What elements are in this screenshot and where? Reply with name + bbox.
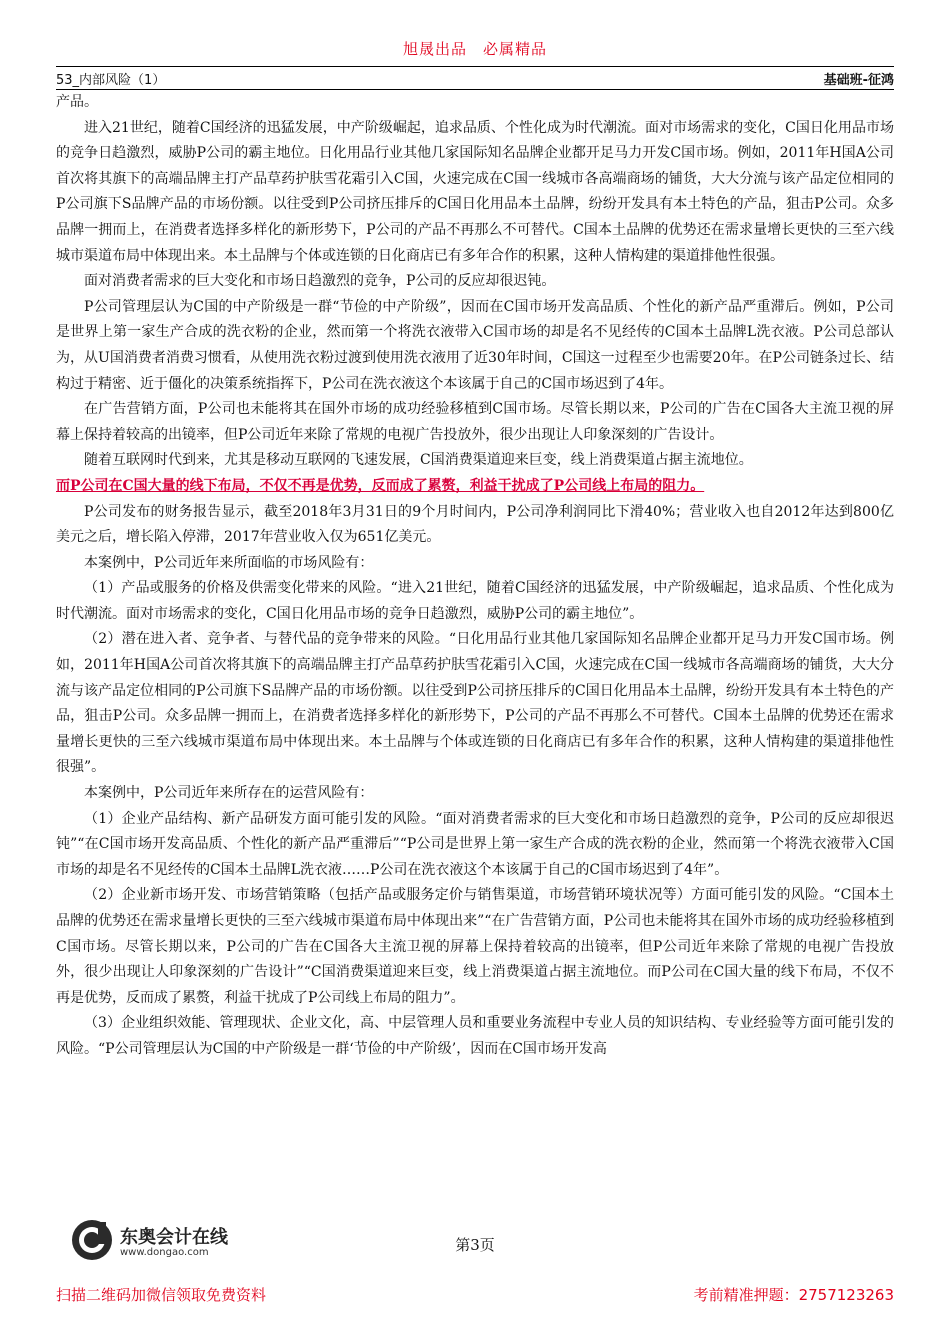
footer-right-text: 考前精准押题：2757123263 <box>693 1286 894 1304</box>
logo-name: 东奥会计在线 <box>120 1226 228 1248</box>
course-label: 基础班-征鸿 <box>823 72 894 88</box>
page-number: 第3页 <box>455 1236 495 1254</box>
paragraph: 在广告营销方面，P公司也未能将其在国外市场的成功经验移植到C国市场。尽管长期以来，P公司的广告在C国各大主流卫视的屏幕上保持着较高的出镜率，但P公司近年来除了常规的电视广告投放外，很少出现让人印象深刻的广告设计。 <box>56 401 894 443</box>
paragraph: 产品。 <box>56 94 98 110</box>
paragraph: （3）企业组织效能、管理现状、企业文化，高、中层管理人员和重要业务流程中专业人员的知识结构、专业经验等方面可能引发的风险。“P公司管理层认为C国的中产阶级是一群‘节俭的中产阶级’，因而在C国市场开发高 <box>56 1015 894 1057</box>
section-title: 53_内部风险（1） <box>56 72 166 88</box>
top-banner: 旭晟出品 必属精品 <box>402 40 547 58</box>
paragraph: 随着互联网时代到来，尤其是移动互联网的飞速发展，C国消费渠道迎来巨变，线上消费渠道占据主流地位。 <box>84 452 753 469</box>
highlighted-paragraph: 而P公司在C国大量的线下布局，不仅不再是优势，反而成了累赘，利益干扰成了P公司线上布局的阻力。 <box>56 477 705 494</box>
footer-left-text: 扫描二维码加微信领取免费资料 <box>56 1286 267 1304</box>
paragraph: 进入21世纪，随着C国经济的迅猛发展，中产阶级崛起，追求品质、个性化成为时代潮流。面对市场需求的变化，C国日化用品市场的竞争日趋激烈，威胁P公司的霸主地位。日化用品行业其他几家国际知名品牌企业都开足马力开发C国市场。例如，2011年H国A公司首次将其旗下的高端品牌主打产品草药护肤雪花霜引入C国，火速完成在C国一线城市各高端商场的铺货，大大分流与该产品定位相同的P公司旗下S品牌产品的市场份额。以往受到P公司挤压排斥的C国日化用品本土品牌，纷纷开发具有本土特色的产品，狙击P公司。众多品牌一拥而上，在消费者选择多样化的新形势下，P公司的产品不再那么不可替代。C国本土品牌的优势还在需求量增长更快的三至六线城市渠道布局中体现出来。本土品牌与个体或连锁的日化商店已有多年合作的积累，这种人情构建的渠道排他性很强。 <box>56 119 894 264</box>
paragraph: （1）产品或服务的价格及供需变化带来的风险。“进入21世纪，随着C国经济的迅猛发展，中产阶级崛起，追求品质、个性化成为时代潮流。面对市场需求的变化，C国日化用品市场的竞争日趋激烈，威胁P公司的霸主地位”。 <box>56 580 894 622</box>
paragraph: 本案例中，P公司近年来所存在的运营风险有： <box>84 785 374 802</box>
logo-url: www.dongao.com <box>120 1246 209 1258</box>
paragraph: P公司管理层认为C国的中产阶级是一群“节俭的中产阶级”，因而在C国市场开发高品质、个性化的新产品严重滞后。例如，P公司是世界上第一家生产合成的洗衣粉的企业，然而第一个将洗衣液带入C国市场的却是名不见经传的C国本土品牌L洗衣液。P公司总部认为，从U国消费者消费习惯看，从使用洗衣粉过渡到使用洗衣液用了近30年时间，C国这一过程至少也需要20年。在P公司链条过长、结构过于精密、近于僵化的决策系统指挥下，P公司在洗衣液这个本该属于自己的C国市场迟到了4年。 <box>56 298 894 392</box>
document-body <box>56 90 894 1063</box>
page-footer <box>56 1284 894 1305</box>
paragraph: 本案例中，P公司近年来所面临的市场风险有： <box>84 554 374 571</box>
paragraph: 面对消费者需求的巨大变化和市场日趋激烈的竞争，P公司的反应却很迟钝。 <box>84 273 556 290</box>
paragraph: （2）潜在进入者、竞争者、与替代品的竞争带来的风险。“日化用品行业其他几家国际知名品牌企业都开足马力开发C国市场。例如，2011年H国A公司首次将其旗下的高端品牌主打产品草药护肤雪花霜引入C国，火速完成在C国一线城市各高端商场的铺货，大大分流与该产品定位相同的P公司旗下S品牌产品的市场份额。以往受到P公司挤压排斥的C国日化用品本土品牌，纷纷开发具有本土特色的产品，狙击P公司。众多品牌一拥而上，在消费者选择多样化的新形势下，P公司的产品不再那么不可替代。C国本土品牌的优势还在需求量增长更快的三至六线城市渠道布局中体现出来。本土品牌与个体或连锁的日化商店已有多年合作的积累，这种人情构建的渠道排他性很强”。 <box>56 631 894 776</box>
paragraph: （2）企业新市场开发、市场营销策略（包括产品或服务定价与销售渠道，市场营销环境状况等）方面可能引发的风险。“C国本土品牌的优势还在需求量增长更快的三至六线城市渠道布局中体现出来”“在广告营销方面，P公司也未能将其在国外市场的成功经验移植到C国市场。尽管长期以来，P公司的广告在C国各大主流卫视的屏幕上保持着较高的出镜率，但P公司近年来除了常规的电视广告投放外，很少出现让人印象深刻的广告设计”“C国消费渠道迎来巨变，线上消费渠道占据主流地位。而P公司在C国大量的线下布局，不仅不再是优势，反而成了累赘，利益干扰成了P公司线上布局的阻力”。 <box>56 887 894 1006</box>
paragraph: P公司发布的财务报告显示，截至2018年3月31日的9个月时间内，P公司净利润同比下滑40%；营业收入也自2012年达到800亿美元之后，增长陷入停滞，2017年营业收入仅为651亿美元。 <box>56 503 894 546</box>
paragraph: （1）企业产品结构、新产品研发方面可能引发的风险。“面对消费者需求的巨大变化和市场日趋激烈的竞争，P公司的反应却很迟钝”“在C国市场开发高品质、个性化的新产品严重滞后”“P公司是世界上第一家生产合成的洗衣粉的企业，然而第一个将洗衣液带入C国市场的却是名不见经传的C国本土品牌L洗衣液……P公司在洗衣液这个本该属于自己的C国市场迟到了4年”。 <box>56 810 894 878</box>
page-header <box>56 66 894 90</box>
